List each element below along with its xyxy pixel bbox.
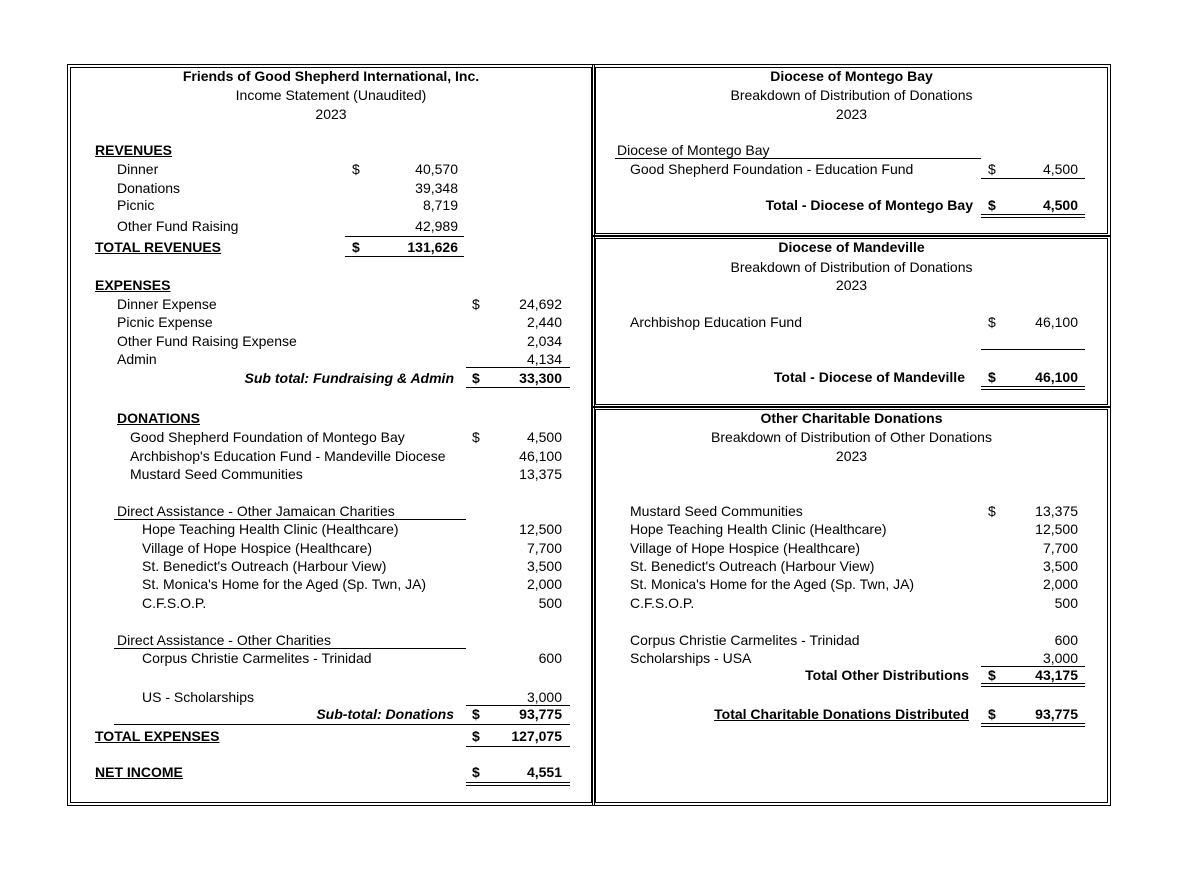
montego-title: Diocese of Montego Bay xyxy=(770,68,933,84)
donation-label: Good Shepherd Foundation of Montego Bay xyxy=(130,429,405,445)
expense-label: Admin xyxy=(117,351,157,367)
charity-amount: 3,500 xyxy=(526,558,562,574)
charity-label: Corpus Christie Carmelites - Trinidad xyxy=(142,650,372,666)
other-total-currency: $ xyxy=(988,667,996,683)
mandeville-total-currency: $ xyxy=(988,369,996,385)
donations-subtotal-label: Sub-total: Donations xyxy=(316,706,454,722)
mandeville-item-currency: $ xyxy=(988,314,996,330)
donation-amount: 4,500 xyxy=(526,429,562,445)
charity-amount: 600 xyxy=(538,650,562,666)
total-revenues-amount: 131,626 xyxy=(407,239,458,255)
jamaican-charities-heading: Direct Assistance - Other Jamaican Charities xyxy=(117,503,395,519)
donation-amount: 46,100 xyxy=(519,448,562,464)
mandeville-title: Diocese of Mandeville xyxy=(778,239,925,255)
other-item-label: Hope Teaching Health Clinic (Healthcare) xyxy=(630,521,887,537)
other-item-currency: $ xyxy=(988,503,996,519)
montego-item-label: Good Shepherd Foundation - Education Fund xyxy=(630,161,914,177)
divider xyxy=(114,724,570,725)
other-item-label: St. Monica's Home for the Aged (Sp. Twn, JA) xyxy=(630,576,915,592)
other-item-label: Mustard Seed Communities xyxy=(630,503,803,519)
grand-total-label: Total Charitable Donations Distributed xyxy=(714,706,969,722)
revenue-label: Donations xyxy=(117,180,181,196)
revenue-amount: 42,989 xyxy=(415,218,458,234)
net-income-currency: $ xyxy=(472,764,480,780)
total-expenses-currency: $ xyxy=(472,728,480,744)
other-subtitle: Breakdown of Distribution of Other Donations xyxy=(711,429,992,445)
revenue-amount: 40,570 xyxy=(415,161,458,177)
divider xyxy=(345,236,464,237)
divider xyxy=(981,349,1085,350)
montego-year: 2023 xyxy=(835,106,868,122)
org-title: Friends of Good Shepherd International, Inc. xyxy=(182,68,480,84)
other-item-label: C.F.S.O.P. xyxy=(630,595,695,611)
other-item-amount: 3,500 xyxy=(1042,558,1078,574)
mandeville-year: 2023 xyxy=(835,277,868,293)
other-item-label: Corpus Christie Carmelites - Trinidad xyxy=(630,632,860,648)
expense-subtotal-label: Sub total: Fundraising & Admin xyxy=(244,370,454,386)
total-expenses-amount: 127,075 xyxy=(511,728,562,744)
total-expenses-label: TOTAL EXPENSES xyxy=(95,728,220,744)
charity-label: Hope Teaching Health Clinic (Healthcare) xyxy=(142,521,399,537)
charity-amount: 7,700 xyxy=(526,540,562,556)
divider xyxy=(345,256,464,257)
other-item-label: Village of Hope Hospice (Healthcare) xyxy=(630,540,861,556)
mandeville-subtitle: Breakdown of Distribution of Donations xyxy=(730,259,973,275)
double-underline xyxy=(981,683,1085,687)
charity-amount: 2,000 xyxy=(526,576,562,592)
expense-amount: 2,034 xyxy=(526,333,562,349)
expense-amount: 4,134 xyxy=(526,351,562,367)
divider xyxy=(466,746,570,747)
charity-label: St. Benedict's Outreach (Harbour View) xyxy=(142,558,387,574)
expense-amount: 24,692 xyxy=(519,296,562,312)
montego-subtitle: Breakdown of Distribution of Donations xyxy=(730,87,973,103)
total-revenues-label: TOTAL REVENUES xyxy=(95,239,222,255)
charity-amount: 12,500 xyxy=(519,521,562,537)
charity-label: Village of Hope Hospice (Healthcare) xyxy=(142,540,373,556)
other-item-label: St. Benedict's Outreach (Harbour View) xyxy=(630,558,875,574)
montego-total-amount: 4,500 xyxy=(1042,197,1078,213)
montego-section-label: Diocese of Montego Bay xyxy=(617,142,770,158)
expense-label: Picnic Expense xyxy=(117,314,213,330)
mandeville-total-amount: 46,100 xyxy=(1035,369,1078,385)
statement-year: 2023 xyxy=(315,106,347,122)
charity-amount: 500 xyxy=(538,595,562,611)
expense-subtotal-amount: 33,300 xyxy=(519,370,562,386)
other-item-amount: 3,000 xyxy=(1042,650,1078,666)
us-scholarships-amount: 3,000 xyxy=(526,689,562,705)
divider xyxy=(615,158,981,159)
divider xyxy=(114,648,466,649)
divider xyxy=(466,367,570,368)
other-charities-heading: Direct Assistance - Other Charities xyxy=(117,632,331,648)
us-scholarships-label: US - Scholarships xyxy=(142,689,255,705)
net-income-label: NET INCOME xyxy=(95,764,183,780)
other-item-amount: 7,700 xyxy=(1042,540,1078,556)
revenue-amount: 39,348 xyxy=(415,180,458,196)
expense-label: Dinner Expense xyxy=(117,296,217,312)
donation-label: Mustard Seed Communities xyxy=(130,466,303,482)
charity-label: C.F.S.O.P. xyxy=(142,595,207,611)
revenue-label: Dinner xyxy=(117,161,159,177)
other-item-amount: 600 xyxy=(1054,632,1078,648)
net-income-amount: 4,551 xyxy=(526,764,562,780)
donation-label: Archbishop's Education Fund - Mandeville Diocese xyxy=(130,448,446,464)
divider xyxy=(466,387,570,388)
revenue-currency: $ xyxy=(352,161,360,177)
donation-amount: 13,375 xyxy=(519,466,562,482)
expense-label: Other Fund Raising Expense xyxy=(117,333,297,349)
donation-currency: $ xyxy=(472,429,480,445)
revenue-amount: 8,719 xyxy=(422,197,458,213)
divider xyxy=(114,519,466,520)
expense-amount: 2,440 xyxy=(526,314,562,330)
divider xyxy=(981,178,1085,179)
mandeville-total-label: Total - Diocese of Mandeville xyxy=(773,369,965,385)
double-underline xyxy=(981,214,1085,218)
revenue-label: Picnic xyxy=(117,197,155,213)
donations-subtotal-amount: 93,775 xyxy=(519,706,562,722)
double-underline xyxy=(981,723,1085,727)
other-title: Other Charitable Donations xyxy=(760,410,943,426)
expense-subtotal-currency: $ xyxy=(472,370,480,386)
double-underline xyxy=(981,386,1085,390)
grand-total-amount: 93,775 xyxy=(1035,706,1078,722)
donations-subtotal-currency: $ xyxy=(472,706,480,722)
expenses-heading: EXPENSES xyxy=(95,277,171,293)
other-item-amount: 500 xyxy=(1054,595,1078,611)
mandeville-item-label: Archbishop Education Fund xyxy=(630,314,802,330)
double-underline xyxy=(466,782,570,786)
montego-item-currency: $ xyxy=(988,161,996,177)
other-year: 2023 xyxy=(835,448,868,464)
other-item-amount: 13,375 xyxy=(1035,503,1078,519)
montego-total-label: Total - Diocese of Montego Bay xyxy=(765,197,973,213)
other-item-label: Scholarships - USA xyxy=(630,650,752,666)
montego-total-currency: $ xyxy=(988,197,996,213)
expense-currency: $ xyxy=(472,296,480,312)
montego-item-amount: 4,500 xyxy=(1042,161,1078,177)
grand-total-currency: $ xyxy=(988,706,996,722)
total-revenues-currency: $ xyxy=(352,239,360,255)
other-item-amount: 2,000 xyxy=(1042,576,1078,592)
donations-heading: DONATIONS xyxy=(117,410,200,426)
statement-title: Income Statement (Unaudited) xyxy=(235,87,427,103)
other-total-label: Total Other Distributions xyxy=(805,667,969,683)
other-total-amount: 43,175 xyxy=(1035,667,1078,683)
mandeville-item-amount: 46,100 xyxy=(1035,314,1078,330)
revenues-heading: REVENUES xyxy=(95,142,173,158)
charity-label: St. Monica's Home for the Aged (Sp. Twn, JA) xyxy=(142,576,427,592)
revenue-label: Other Fund Raising xyxy=(117,218,239,234)
other-item-amount: 12,500 xyxy=(1035,521,1078,537)
